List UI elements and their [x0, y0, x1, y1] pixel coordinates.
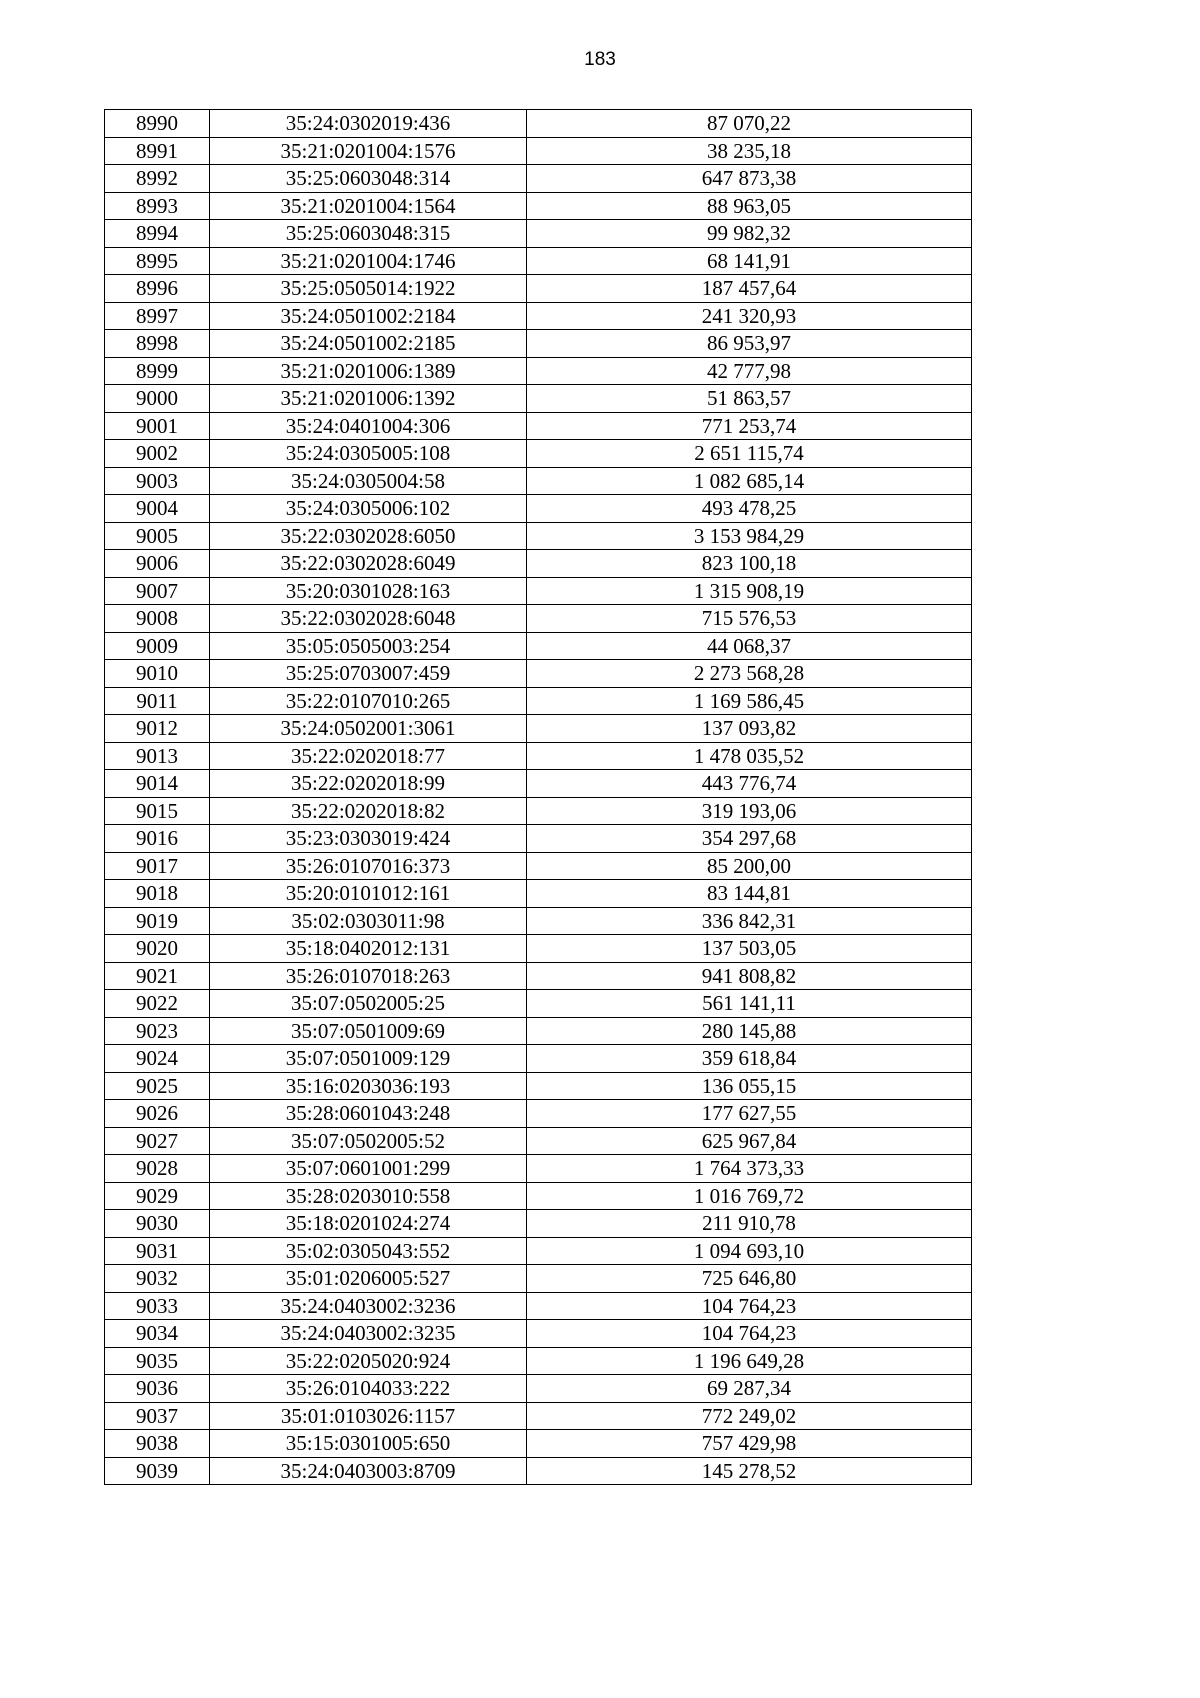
table-row	[105, 962, 972, 990]
row-number-cell: 9027	[105, 1127, 210, 1155]
cadastral-number-cell: 35:21:0201004:1576	[210, 137, 527, 165]
row-number-cell: 9037	[105, 1402, 210, 1430]
cadastral-number-cell: 35:16:0203036:193	[210, 1072, 527, 1100]
table-row	[105, 522, 972, 550]
cadastral-value-cell: 647 873,38	[527, 165, 972, 193]
cadastral-value-cell: 104 764,23	[527, 1320, 972, 1348]
cadastral-number-cell: 35:22:0107010:265	[210, 687, 527, 715]
cadastral-value-cell: 443 776,74	[527, 770, 972, 798]
table-row	[105, 715, 972, 743]
cadastral-number-cell: 35:24:0501002:2185	[210, 330, 527, 358]
table-row	[105, 1265, 972, 1293]
cadastral-value-cell: 38 235,18	[527, 137, 972, 165]
table-row	[105, 275, 972, 303]
cadastral-value-cell: 42 777,98	[527, 357, 972, 385]
table-row	[105, 797, 972, 825]
cadastral-number-cell: 35:02:0303011:98	[210, 907, 527, 935]
row-number-cell: 9022	[105, 990, 210, 1018]
cadastral-value-cell: 715 576,53	[527, 605, 972, 633]
table-row	[105, 1210, 972, 1238]
cadastral-value-cell: 177 627,55	[527, 1100, 972, 1128]
table-row	[105, 1072, 972, 1100]
cadastral-value-cell: 68 141,91	[527, 247, 972, 275]
table-row	[105, 440, 972, 468]
cadastral-number-cell: 35:07:0501009:129	[210, 1045, 527, 1073]
cadastral-number-cell: 35:25:0603048:314	[210, 165, 527, 193]
row-number-cell: 9005	[105, 522, 210, 550]
table-row	[105, 1100, 972, 1128]
cadastral-value-cell: 1 016 769,72	[527, 1182, 972, 1210]
row-number-cell: 9029	[105, 1182, 210, 1210]
cadastral-value-cell: 51 863,57	[527, 385, 972, 413]
cadastral-number-cell: 35:18:0402012:131	[210, 935, 527, 963]
table-row	[105, 632, 972, 660]
table-row	[105, 330, 972, 358]
cadastral-value-cell: 771 253,74	[527, 412, 972, 440]
table-row	[105, 1155, 972, 1183]
table-row	[105, 880, 972, 908]
cadastral-value-cell: 336 842,31	[527, 907, 972, 935]
table-row	[105, 990, 972, 1018]
row-number-cell: 9030	[105, 1210, 210, 1238]
row-number-cell: 9039	[105, 1457, 210, 1485]
cadastral-value-cell: 1 315 908,19	[527, 577, 972, 605]
table-body	[105, 110, 972, 1485]
row-number-cell: 8991	[105, 137, 210, 165]
row-number-cell: 9021	[105, 962, 210, 990]
cadastral-value-cell: 145 278,52	[527, 1457, 972, 1485]
cadastral-number-cell: 35:15:0301005:650	[210, 1430, 527, 1458]
cadastral-number-cell: 35:25:0505014:1922	[210, 275, 527, 303]
cadastral-number-cell: 35:18:0201024:274	[210, 1210, 527, 1238]
cadastral-value-cell: 1 764 373,33	[527, 1155, 972, 1183]
row-number-cell: 8990	[105, 110, 210, 138]
cadastral-value-cell: 941 808,82	[527, 962, 972, 990]
table-row	[105, 1457, 972, 1485]
row-number-cell: 9002	[105, 440, 210, 468]
cadastral-value-cell: 44 068,37	[527, 632, 972, 660]
row-number-cell: 8994	[105, 220, 210, 248]
cadastral-value-cell: 83 144,81	[527, 880, 972, 908]
cadastral-value-cell: 493 478,25	[527, 495, 972, 523]
cadastral-number-cell: 35:21:0201004:1564	[210, 192, 527, 220]
table-row	[105, 1237, 972, 1265]
table-row	[105, 302, 972, 330]
cadastral-value-cell: 1 478 035,52	[527, 742, 972, 770]
row-number-cell: 8998	[105, 330, 210, 358]
cadastral-value-cell: 725 646,80	[527, 1265, 972, 1293]
cadastral-value-cell: 3 153 984,29	[527, 522, 972, 550]
row-number-cell: 9009	[105, 632, 210, 660]
row-number-cell: 9017	[105, 852, 210, 880]
cadastral-number-cell: 35:22:0202018:82	[210, 797, 527, 825]
cadastral-number-cell: 35:07:0502005:25	[210, 990, 527, 1018]
cadastral-number-cell: 35:28:0203010:558	[210, 1182, 527, 1210]
cadastral-value-cell: 136 055,15	[527, 1072, 972, 1100]
row-number-cell: 9000	[105, 385, 210, 413]
table-row	[105, 110, 972, 138]
cadastral-value-cell: 85 200,00	[527, 852, 972, 880]
cadastral-number-cell: 35:26:0104033:222	[210, 1375, 527, 1403]
row-number-cell: 9016	[105, 825, 210, 853]
cadastral-number-cell: 35:26:0107018:263	[210, 962, 527, 990]
cadastral-number-cell: 35:24:0501002:2184	[210, 302, 527, 330]
row-number-cell: 9003	[105, 467, 210, 495]
table-row	[105, 605, 972, 633]
cadastral-value-cell: 1 169 586,45	[527, 687, 972, 715]
table-row	[105, 1347, 972, 1375]
row-number-cell: 9038	[105, 1430, 210, 1458]
table-row	[105, 770, 972, 798]
cadastral-number-cell: 35:24:0305006:102	[210, 495, 527, 523]
cadastral-value-cell: 359 618,84	[527, 1045, 972, 1073]
row-number-cell: 9032	[105, 1265, 210, 1293]
row-number-cell: 9001	[105, 412, 210, 440]
cadastral-number-cell: 35:24:0302019:436	[210, 110, 527, 138]
table-row	[105, 412, 972, 440]
cadastral-number-cell: 35:21:0201004:1746	[210, 247, 527, 275]
row-number-cell: 8992	[105, 165, 210, 193]
cadastral-value-cell: 99 982,32	[527, 220, 972, 248]
table-row	[105, 550, 972, 578]
cadastral-number-cell: 35:07:0601001:299	[210, 1155, 527, 1183]
row-number-cell: 8997	[105, 302, 210, 330]
cadastral-value-cell: 187 457,64	[527, 275, 972, 303]
cadastral-value-cell: 354 297,68	[527, 825, 972, 853]
cadastral-value-cell: 772 249,02	[527, 1402, 972, 1430]
page-number: 183	[584, 49, 616, 70]
row-number-cell: 9034	[105, 1320, 210, 1348]
cadastral-value-cell: 757 429,98	[527, 1430, 972, 1458]
cadastral-value-cell: 319 193,06	[527, 797, 972, 825]
row-number-cell: 9033	[105, 1292, 210, 1320]
row-number-cell: 9019	[105, 907, 210, 935]
cadastral-number-cell: 35:22:0302028:6049	[210, 550, 527, 578]
table-row	[105, 742, 972, 770]
cadastral-number-cell: 35:25:0603048:315	[210, 220, 527, 248]
table-row	[105, 220, 972, 248]
cadastral-number-cell: 35:07:0502005:52	[210, 1127, 527, 1155]
row-number-cell: 8996	[105, 275, 210, 303]
row-number-cell: 9026	[105, 1100, 210, 1128]
row-number-cell: 9015	[105, 797, 210, 825]
cadastral-value-cell: 625 967,84	[527, 1127, 972, 1155]
cadastral-value-cell: 137 503,05	[527, 935, 972, 963]
cadastral-number-cell: 35:22:0202018:77	[210, 742, 527, 770]
cadastral-value-cell: 561 141,11	[527, 990, 972, 1018]
row-number-cell: 9013	[105, 742, 210, 770]
cadastral-value-cell: 1 082 685,14	[527, 467, 972, 495]
cadastral-value-cell: 86 953,97	[527, 330, 972, 358]
row-number-cell: 9036	[105, 1375, 210, 1403]
cadastral-number-cell: 35:02:0305043:552	[210, 1237, 527, 1265]
cadastral-value-cell: 1 196 649,28	[527, 1347, 972, 1375]
cadastral-value-cell: 241 320,93	[527, 302, 972, 330]
cadastral-number-cell: 35:24:0403003:8709	[210, 1457, 527, 1485]
row-number-cell: 9014	[105, 770, 210, 798]
table-row	[105, 1045, 972, 1073]
row-number-cell: 8999	[105, 357, 210, 385]
cadastral-number-cell: 35:24:0305005:108	[210, 440, 527, 468]
table-row	[105, 660, 972, 688]
cadastral-number-cell: 35:26:0107016:373	[210, 852, 527, 880]
table-row	[105, 577, 972, 605]
cadastral-number-cell: 35:21:0201006:1392	[210, 385, 527, 413]
table-row	[105, 495, 972, 523]
cadastral-number-cell: 35:24:0305004:58	[210, 467, 527, 495]
cadastral-value-cell: 280 145,88	[527, 1017, 972, 1045]
table-row	[105, 687, 972, 715]
table-row	[105, 852, 972, 880]
table-row	[105, 137, 972, 165]
table-row	[105, 467, 972, 495]
cadastral-number-cell: 35:22:0302028:6050	[210, 522, 527, 550]
row-number-cell: 9012	[105, 715, 210, 743]
cadastral-number-cell: 35:24:0403002:3235	[210, 1320, 527, 1348]
row-number-cell: 9031	[105, 1237, 210, 1265]
row-number-cell: 9011	[105, 687, 210, 715]
cadastral-number-cell: 35:01:0103026:1157	[210, 1402, 527, 1430]
cadastral-number-cell: 35:24:0401004:306	[210, 412, 527, 440]
row-number-cell: 9024	[105, 1045, 210, 1073]
row-number-cell: 9035	[105, 1347, 210, 1375]
table-row	[105, 385, 972, 413]
table-row	[105, 1375, 972, 1403]
table-row	[105, 935, 972, 963]
table-row	[105, 1127, 972, 1155]
cadastral-value-cell: 69 287,34	[527, 1375, 972, 1403]
cadastral-number-cell: 35:24:0403002:3236	[210, 1292, 527, 1320]
cadastral-number-cell: 35:25:0703007:459	[210, 660, 527, 688]
cadastral-number-cell: 35:01:0206005:527	[210, 1265, 527, 1293]
cadastral-value-cell: 104 764,23	[527, 1292, 972, 1320]
row-number-cell: 9020	[105, 935, 210, 963]
table-row	[105, 165, 972, 193]
cadastral-value-cell: 2 651 115,74	[527, 440, 972, 468]
table-row	[105, 192, 972, 220]
row-number-cell: 8995	[105, 247, 210, 275]
table-row	[105, 907, 972, 935]
row-number-cell: 9023	[105, 1017, 210, 1045]
table-row	[105, 1430, 972, 1458]
row-number-cell: 9008	[105, 605, 210, 633]
cadastral-value-cell: 823 100,18	[527, 550, 972, 578]
table-row	[105, 1320, 972, 1348]
table-row	[105, 1402, 972, 1430]
row-number-cell: 9010	[105, 660, 210, 688]
cadastral-value-cell: 211 910,78	[527, 1210, 972, 1238]
row-number-cell: 9025	[105, 1072, 210, 1100]
table-row	[105, 357, 972, 385]
cadastral-number-cell: 35:20:0301028:163	[210, 577, 527, 605]
cadastral-number-cell: 35:22:0202018:99	[210, 770, 527, 798]
cadastral-number-cell: 35:21:0201006:1389	[210, 357, 527, 385]
table-row	[105, 1292, 972, 1320]
cadastral-number-cell: 35:20:0101012:161	[210, 880, 527, 908]
cadastral-value-table	[104, 109, 972, 1485]
cadastral-value-cell: 2 273 568,28	[527, 660, 972, 688]
table-row	[105, 1182, 972, 1210]
cadastral-number-cell: 35:05:0505003:254	[210, 632, 527, 660]
cadastral-number-cell: 35:24:0502001:3061	[210, 715, 527, 743]
cadastral-number-cell: 35:22:0205020:924	[210, 1347, 527, 1375]
row-number-cell: 9006	[105, 550, 210, 578]
cadastral-number-cell: 35:07:0501009:69	[210, 1017, 527, 1045]
cadastral-value-cell: 137 093,82	[527, 715, 972, 743]
table-row	[105, 825, 972, 853]
row-number-cell: 9004	[105, 495, 210, 523]
row-number-cell: 9028	[105, 1155, 210, 1183]
cadastral-number-cell: 35:28:0601043:248	[210, 1100, 527, 1128]
cadastral-value-cell: 87 070,22	[527, 110, 972, 138]
row-number-cell: 9018	[105, 880, 210, 908]
cadastral-value-cell: 1 094 693,10	[527, 1237, 972, 1265]
cadastral-number-cell: 35:23:0303019:424	[210, 825, 527, 853]
row-number-cell: 9007	[105, 577, 210, 605]
cadastral-number-cell: 35:22:0302028:6048	[210, 605, 527, 633]
table-row	[105, 1017, 972, 1045]
cadastral-value-cell: 88 963,05	[527, 192, 972, 220]
table-row	[105, 247, 972, 275]
row-number-cell: 8993	[105, 192, 210, 220]
